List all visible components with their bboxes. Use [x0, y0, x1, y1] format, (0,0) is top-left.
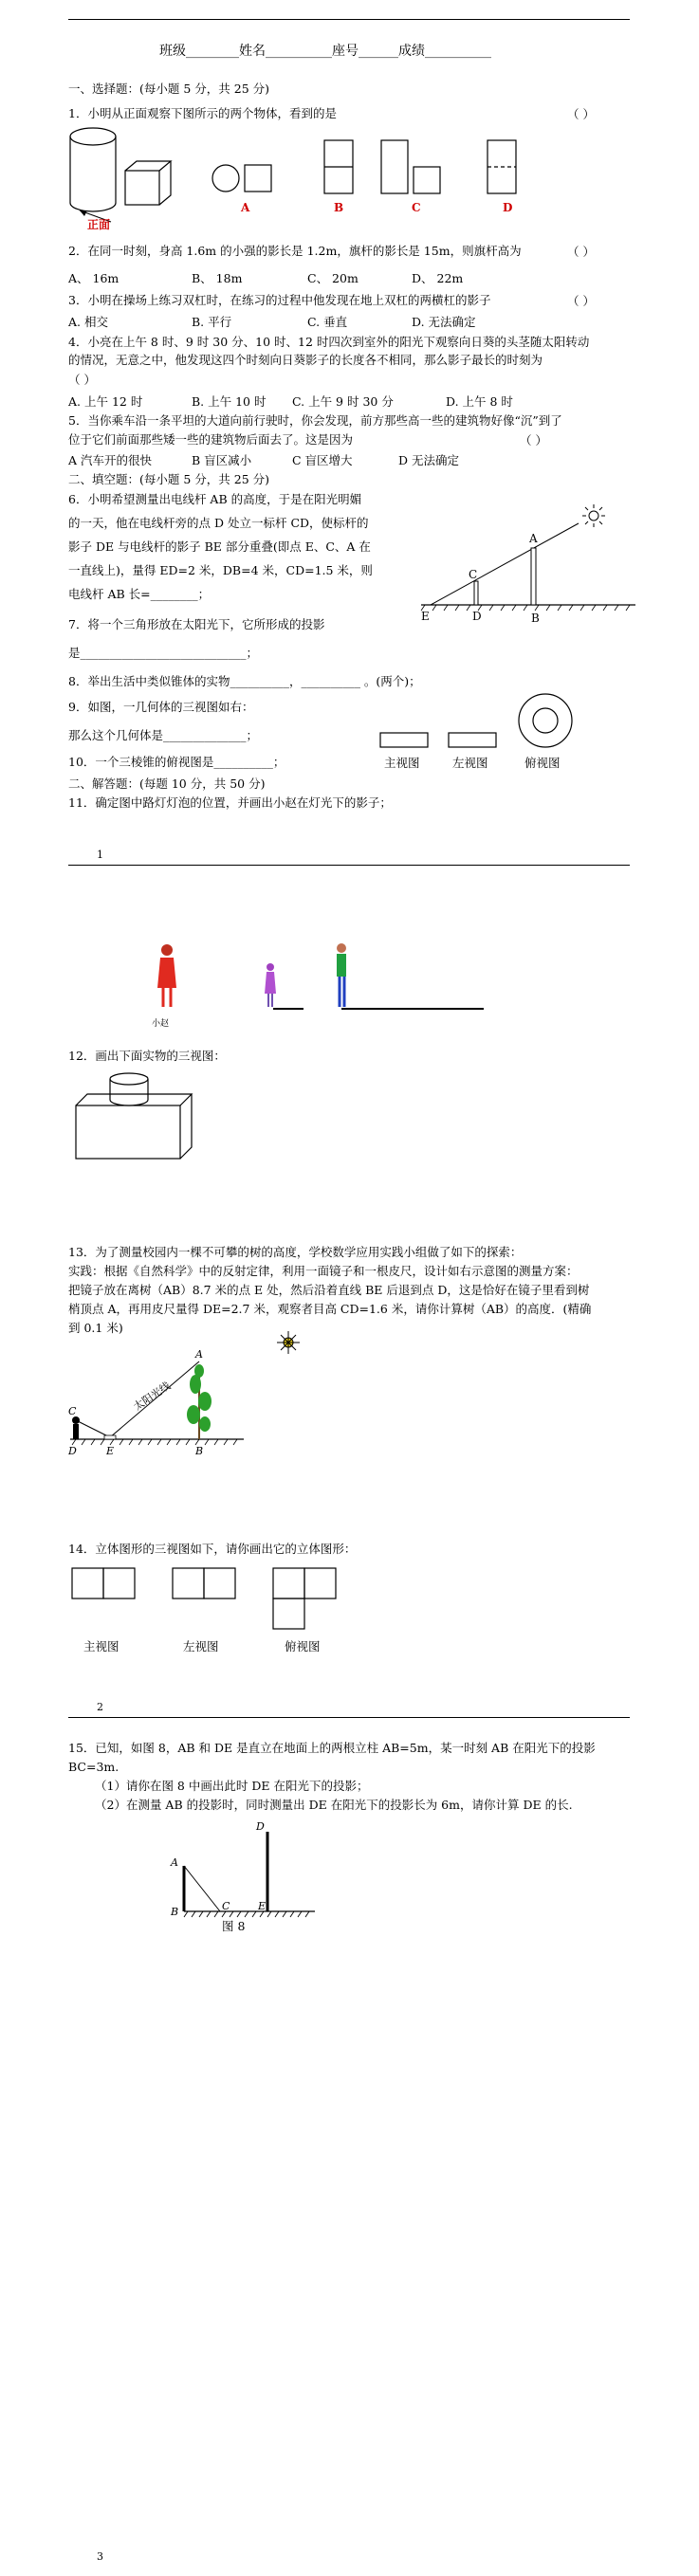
q6-line-3: 影子 DE 与电线杆的影子 BE 部分重叠(即点 E、C、A 在 — [68, 539, 371, 554]
q15-label-d: D — [256, 1820, 265, 1833]
q15-line-2: BC=3m. — [68, 1760, 120, 1774]
section1-title: 一、选择题：(每小题 5 分，共 25 分) — [68, 82, 270, 96]
q4-option-d: D. 上午 8 时 — [446, 394, 513, 409]
section2-title: 二、填空题：(每小题 5 分，共 25 分) — [68, 472, 270, 486]
q13-label-c: C — [68, 1405, 77, 1417]
q11-figure — [142, 939, 503, 1033]
q13-line-5: 到 0.1 米) — [68, 1321, 123, 1335]
q12-figure — [72, 1071, 195, 1166]
q15-label-b: B — [171, 1906, 179, 1918]
q15-caption: 图 8 — [222, 1919, 246, 1933]
q2-option-a: A、 16m — [68, 271, 120, 285]
q15-label-c: C — [222, 1900, 230, 1912]
q13-line-3: 把镜子放在离树（AB）8.7 米的点 E 处，然后沿着直线 BE 后退到点 D，这是恰好在镜子里看到树 — [68, 1283, 590, 1297]
q14-figure — [72, 1566, 357, 1637]
q1-paren: （ ） — [567, 107, 595, 121]
q1-label-b: B — [334, 201, 344, 214]
q2-paren: （ ） — [567, 245, 595, 259]
q10-line: 10．一个三棱锥的俯视图是__________； — [68, 755, 285, 769]
q5-option-d: D 无法确定 — [398, 453, 459, 467]
tree-icon — [187, 1364, 212, 1439]
observer-figure — [72, 1416, 80, 1439]
page-number-2: 2 — [97, 1701, 103, 1713]
q3-option-d: D. 无法确定 — [412, 315, 476, 329]
q13-label-b: B — [195, 1445, 204, 1457]
sun-icon — [582, 504, 605, 527]
q7-line-2: 是____________________________； — [68, 646, 259, 660]
q2-option-c: C、 20m — [307, 271, 359, 285]
q15-sub-1: （1）请你在图 8 中画出此时 DE 在阳光下的投影； — [95, 1779, 369, 1793]
q14-line: 14．立体图形的三视图如下，请你画出它的立体图形： — [68, 1542, 357, 1556]
q3-option-b: B. 平行 — [192, 315, 232, 329]
q9-view-left: 左视图 — [452, 756, 488, 770]
q6-label-d: D — [472, 610, 482, 623]
q6-line-2: 的一天，他在电线杆旁的点 D 处立一标杆 CD，使标杆的 — [68, 516, 369, 530]
q9-view-top: 俯视图 — [524, 756, 561, 770]
header-line: 班级________姓名__________座号______成绩__________ — [159, 44, 491, 59]
page1-bottom-rule — [68, 865, 630, 866]
q1-figure — [68, 123, 561, 232]
q13-line-4: 梢顶点 A，再用皮尺量得 DE=2.7 米，观察者目高 CD=1.6 米，请你计算树（AB）的高度．(精确 — [68, 1302, 592, 1316]
top-rule — [68, 19, 630, 20]
q12-line: 12．画出下面实物的三视图： — [68, 1049, 226, 1063]
xiaozhao-label: 小赵 — [152, 1019, 170, 1029]
q15-line-1: 15．已知，如图 8，AB 和 DE 是直立在地面上的两根立柱 AB=5m，某一时刻 AB 在阳光下的投影 — [68, 1741, 596, 1755]
q13-figure — [68, 1327, 296, 1470]
q6-figure — [417, 502, 645, 626]
q8-line: 8．举出生活中类似锥体的实物__________，__________ 。(两个)； — [68, 674, 421, 688]
q4-stem-2: 的情况，无意之中，他发现这四个时刻向日葵影子的长度各不相同，那么影子最长的时刻为 — [68, 353, 543, 367]
q6-line-5: 电线杆 AB 长=________； — [68, 587, 211, 601]
q4-paren: （ ） — [68, 373, 96, 387]
q9-line-2: 那么这个几何体是______________； — [68, 728, 259, 742]
person-purple-figure — [265, 963, 276, 1007]
q3-paren: （ ） — [567, 294, 595, 308]
q4-stem-1: 4．小亮在上午 8 时、9 时 30 分、10 时、12 时四次到室外的阳光下观察向日葵的头茎随太阳转动 — [68, 335, 590, 349]
cube-shape — [125, 161, 171, 205]
q13-label-a: A — [195, 1348, 203, 1361]
q13-line-1: 13．为了测量校园内一棵不可攀的树的高度，学校数学应用实践小组做了如下的探索： — [68, 1245, 523, 1259]
page-number-3: 3 — [97, 2550, 103, 2563]
q3-option-a: A. 相交 — [68, 315, 108, 329]
q15-label-e: E — [258, 1900, 267, 1912]
q5-option-b: B 盲区减小 — [192, 453, 252, 467]
section3-title: 二、解答题：(每题 10 分，共 50 分) — [68, 776, 266, 791]
q2-option-b: B、 18m — [192, 271, 243, 285]
q9-line-1: 9．如图，一几何体的三视图如右： — [68, 700, 254, 714]
q1-label-d: D — [503, 201, 513, 214]
q1-label-c: C — [412, 201, 421, 214]
q5-stem-2: 位于它们前面那些矮一些的建筑物后面去了。这是因为 — [68, 432, 354, 447]
q9-view-front: 主视图 — [384, 756, 420, 770]
q5-paren: （ ） — [520, 433, 547, 448]
q11-line: 11．确定图中路灯灯泡的位置，并画出小赵在灯光下的影子； — [68, 795, 392, 810]
q6-label-c: C — [469, 568, 478, 581]
q13-line-2: 实践：根据《自然科学》中的反射定律，利用一面镜子和一根皮尺，设计如右示意图的测量方案： — [68, 1264, 579, 1278]
q5-stem-1: 5．当你乘车沿一条平坦的大道向前行驶时，你会发现，前方那些高一些的建筑物好像“沉”到了 — [68, 413, 562, 428]
q14-view-left: 左视图 — [183, 1639, 219, 1653]
q13-label-d: D — [68, 1445, 77, 1457]
q2-option-d: D、 22m — [412, 271, 464, 285]
q3-option-c: C. 垂直 — [307, 315, 348, 329]
q7-line-1: 7．将一个三角形放在太阳光下，它所形成的投影 — [68, 617, 325, 631]
person-red-figure — [157, 944, 176, 1007]
q1-stem: 1．小明从正面观察下图所示的两个物体，看到的是 — [68, 106, 337, 120]
q6-line-1: 6．小明希望测量出电线杆 AB 的高度，于是在阳光明媚 — [68, 492, 362, 506]
q4-option-c: C. 上午 9 时 30 分 — [292, 394, 394, 409]
q15-label-a: A — [171, 1856, 178, 1869]
q4-option-a: A. 上午 12 时 — [68, 394, 143, 409]
front-label: 正面 — [87, 218, 111, 231]
q6-label-b: B — [531, 612, 540, 625]
q4-option-b: B. 上午 10 时 — [192, 394, 267, 409]
q9-views — [375, 690, 631, 747]
page2-bottom-rule — [68, 1717, 630, 1718]
q3-stem: 3．小明在操场上练习双杠时，在练习的过程中他发现在地上双杠的两横杠的影子 — [68, 293, 491, 307]
q6-label-e: E — [421, 610, 430, 623]
q5-option-a: A 汽车开的很快 — [68, 453, 153, 467]
q1-label-a: A — [241, 201, 250, 214]
person-green-figure — [337, 943, 346, 1007]
q5-option-c: C 盲区增大 — [292, 453, 353, 467]
q15-sub-2: （2）在测量 AB 的投影时，同时测量出 DE 在阳光下的投影长为 6m，请你计算 DE 的长. — [95, 1798, 573, 1812]
q2-stem: 2．在同一时刻，身高 1.6m 的小强的影长是 1.2m，旗杆的影长是 15m，则旗杆高为 — [68, 244, 522, 258]
q14-view-front: 主视图 — [83, 1639, 120, 1653]
q6-line-4: 一直线上)，量得 ED=2 米，DB=4 米，CD=1.5 米，则 — [68, 563, 373, 577]
q13-label-e: E — [106, 1445, 115, 1457]
sun-ray-label: 太阳光线 — [131, 1379, 174, 1414]
q15-figure — [171, 1811, 341, 1934]
cylinder-shape — [70, 128, 116, 211]
page-number-1: 1 — [97, 849, 103, 861]
q6-label-a: A — [529, 532, 538, 545]
q14-view-top: 俯视图 — [285, 1639, 321, 1653]
